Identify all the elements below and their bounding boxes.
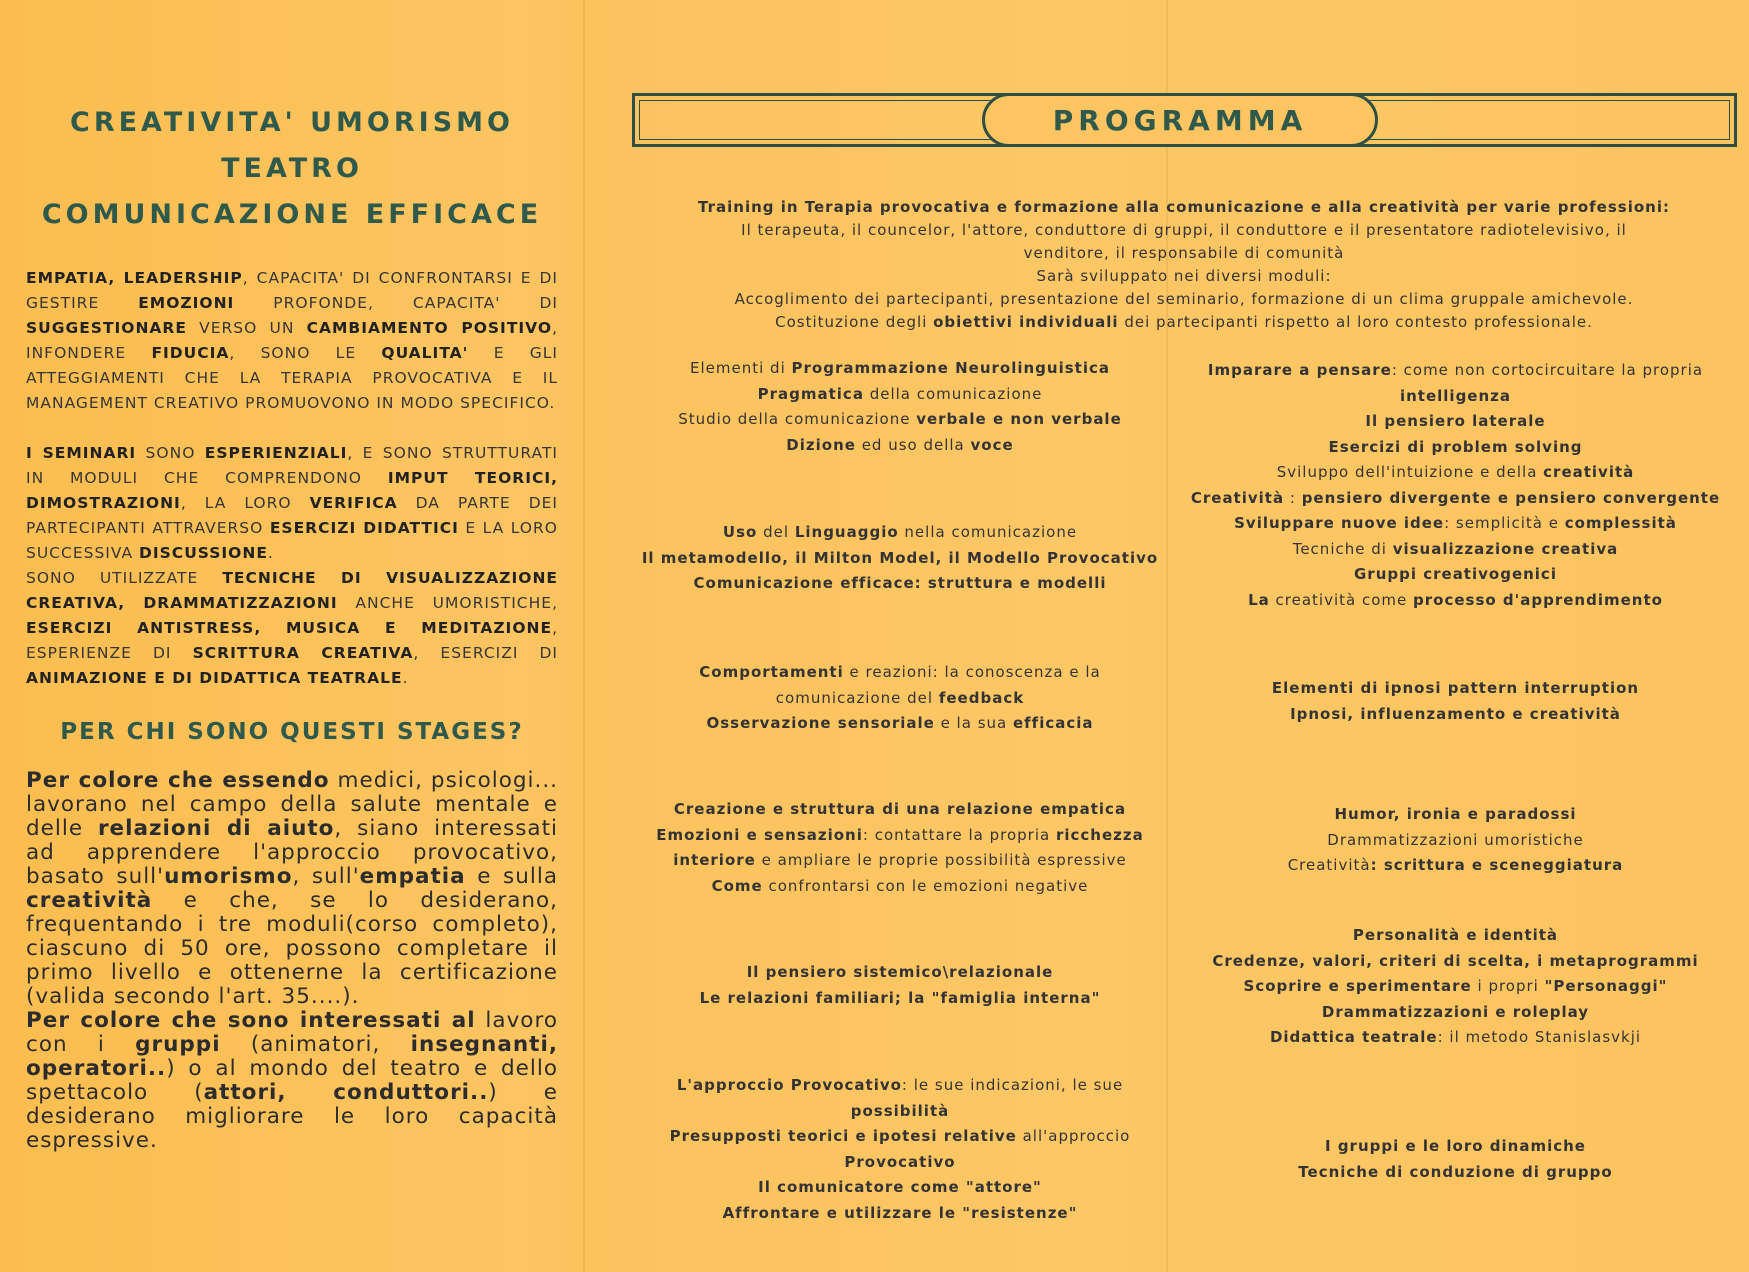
bold-text: Credenze, valori, criteri di scelta, i metaprogrammi <box>1212 951 1699 970</box>
bold-text: La <box>1248 590 1270 609</box>
bold-text: I SEMINARI <box>26 444 137 462</box>
paragraph <box>26 441 558 566</box>
module-line <box>1173 409 1738 435</box>
module-line <box>625 382 1175 408</box>
bold-text: Le relazioni familiari; la "famiglia interna" <box>699 988 1101 1007</box>
bold-text: umorismo <box>164 864 293 889</box>
module-line <box>625 660 1175 686</box>
module-line <box>1173 923 1738 949</box>
text: Drammatizzazioni umoristiche <box>1327 830 1584 849</box>
bold-text: Creazione e struttura di una relazione empatica <box>673 800 1127 818</box>
text: , ESPERIENZE DI <box>26 619 558 662</box>
module-line <box>625 686 1175 712</box>
bold-text: Comportamenti <box>699 663 844 681</box>
text: (animatori, <box>220 1032 411 1057</box>
text: E GLI ATTEGGIAMENTI CHE LA TERAPIA PROVOCATIVA E IL MANAGEMENT CREATIVO PROMUOVONO IN MODO SPECIFICO. <box>26 344 558 412</box>
bold-text: Presupposti teorici e ipotesi relative <box>669 1127 1017 1145</box>
bold-text: I gruppi e le loro dinamiche <box>1325 1137 1586 1155</box>
bold-text: Comunicazione efficace: struttura e modelli <box>693 574 1107 592</box>
text: : semplicità e <box>1444 514 1565 532</box>
bold-text: "Personaggi" <box>1544 977 1668 995</box>
bold-text: creatività <box>1543 463 1635 481</box>
module-line <box>1173 537 1738 563</box>
bold-text: creatività <box>26 888 153 913</box>
bold-text: gruppi <box>135 1032 221 1057</box>
text: DA PARTE DEI PARTECIPANTI ATTRAVERSO <box>26 494 558 537</box>
program-module <box>1173 1134 1738 1185</box>
text: e sulla <box>465 864 558 889</box>
text: , SONO LE <box>229 344 382 362</box>
bold-text: : scrittura e sceneggiatura <box>1370 856 1624 874</box>
program-module <box>625 1073 1175 1226</box>
bold-text: EMPATIA, LEADERSHIP <box>26 269 243 287</box>
bold-text: Scoprire e sperimentare <box>1243 977 1472 995</box>
bold-text: Per colore che essendo <box>26 768 330 793</box>
program-title: PROGRAMMA <box>982 93 1378 147</box>
bold-text: Drammatizzazioni e roleplay <box>1321 1002 1590 1021</box>
module-line <box>1173 949 1738 975</box>
text: . <box>267 544 274 562</box>
title-line: TEATRO <box>221 153 363 184</box>
text: . <box>402 669 409 687</box>
module-line <box>625 848 1175 874</box>
paragraph <box>26 266 558 416</box>
bold-text: Creatività <box>1190 488 1285 507</box>
bold-text: verbale e non verbale <box>916 410 1122 428</box>
left-panel <box>26 100 558 1153</box>
module-line <box>625 1124 1175 1150</box>
module-line <box>1173 562 1738 588</box>
text: : <box>1284 488 1302 507</box>
module-line <box>625 546 1175 572</box>
bold-text: Per colore che sono interessati al <box>26 1008 476 1033</box>
bold-text: Imparare a pensare <box>1207 361 1392 379</box>
text: , ESERCIZI DI <box>413 644 558 662</box>
bold-text: Osservazione sensoriale <box>706 714 935 732</box>
module-line <box>1173 828 1738 854</box>
bold-text: complessità <box>1564 514 1677 532</box>
fold-line <box>583 0 585 1272</box>
bold-text: feedback <box>938 688 1025 707</box>
text: Sviluppo dell'intuizione e della <box>1276 463 1544 481</box>
bold-text: TECNICHE DI VISUALIZZAZIONE CREATIVA, DRAMMATIZZAZIONI <box>26 569 558 612</box>
module-line <box>625 1201 1175 1227</box>
program-module <box>1173 923 1738 1051</box>
module-line <box>1173 358 1738 384</box>
text: ) e desiderano migliorare le loro capacità espressive. <box>26 1080 559 1153</box>
text: Studio della comunicazione <box>678 410 917 428</box>
text: della comunicazione <box>863 384 1043 403</box>
program-column-left <box>625 0 1175 1272</box>
bold-text: ESERCIZI ANTISTRESS, MUSICA E MEDITAZIONE <box>26 619 553 637</box>
module-line <box>1173 460 1738 486</box>
text: , INFONDERE <box>26 319 558 362</box>
bold-text: Esercizi di problem solving <box>1328 437 1583 456</box>
program-module <box>625 356 1175 458</box>
module-line <box>1173 1000 1738 1026</box>
bold-text: IMPUT TEORICI, DIMOSTRAZIONI <box>26 469 558 512</box>
module-line <box>625 1099 1175 1125</box>
program-module <box>625 797 1175 899</box>
bold-text: empatia <box>359 864 466 889</box>
main-title <box>26 100 558 238</box>
text: : le sue indicazioni, le sue <box>901 1076 1124 1094</box>
module-line <box>625 797 1175 823</box>
text: , sull' <box>292 864 360 889</box>
text: confrontarsi con le emozioni negative <box>762 876 1089 895</box>
module-line <box>1173 702 1738 728</box>
bold-text: Linguaggio <box>794 523 899 541</box>
text: Tecniche di <box>1292 539 1393 558</box>
bold-text: insegnanti, operatori.. <box>26 1032 558 1081</box>
module-line <box>1173 435 1738 461</box>
bold-text: Tecniche di conduzione di gruppo <box>1298 1162 1613 1181</box>
bold-text: Gruppi creativogenici <box>1354 565 1557 583</box>
bold-text: Il pensiero sistemico\relazionale <box>746 963 1054 981</box>
program-module <box>625 520 1175 597</box>
text: Creatività <box>1287 856 1371 874</box>
intro-text <box>26 266 558 691</box>
text: e reazioni: la conoscenza e la <box>843 663 1101 681</box>
module-line <box>1173 802 1738 828</box>
text: medici, psicologi... lavorano nel campo della salute mentale e delle <box>26 768 558 841</box>
module-line <box>625 823 1175 849</box>
program-module <box>625 960 1175 1011</box>
text: , E SONO STRUTTURATI IN MODULI CHE COMPRENDONO <box>26 444 558 487</box>
bold-text: Provocativo <box>844 1152 956 1171</box>
bold-text: relazioni di aiuto <box>97 816 335 841</box>
module-line <box>625 1150 1175 1176</box>
program-module <box>1173 358 1738 613</box>
text: , LA LORO <box>180 494 310 512</box>
bold-text: DISCUSSIONE <box>139 544 268 562</box>
bold-text: efficacia <box>1012 714 1094 732</box>
module-line <box>625 960 1175 986</box>
program-module <box>1173 676 1738 727</box>
module-line <box>1173 486 1738 512</box>
text: venditore, il responsabile di comunità <box>1023 244 1345 262</box>
text: SONO <box>136 444 205 462</box>
module-line <box>1173 676 1738 702</box>
module-line <box>625 986 1175 1012</box>
bold-text: processo d'apprendimento <box>1413 590 1663 609</box>
module-line <box>625 874 1175 900</box>
text: E LA LORO SUCCESSIVA <box>26 519 558 562</box>
module-line <box>1173 1025 1738 1051</box>
text: Accoglimento dei partecipanti, presentazione del seminario, formazione di un clima gruppale amichevole. <box>734 290 1634 308</box>
bold-text: Come <box>711 876 763 895</box>
text: Il terapeuta, il councelor, l'attore, conduttore di gruppi, il conduttore e il presentatore radiotelevisivo, il <box>741 221 1627 239</box>
bold-text: attori, conduttori.. <box>203 1080 489 1105</box>
module-line <box>1173 384 1738 410</box>
text: ) o al mondo del teatro e dello spettacolo ( <box>26 1056 558 1105</box>
text: : il metodo Stanislasvkji <box>1437 1028 1642 1046</box>
bold-text: ESPERIENZIALI <box>204 444 348 462</box>
text: Sarà sviluppato nei diversi moduli: <box>1036 267 1332 285</box>
module-line <box>625 1175 1175 1201</box>
paragraph <box>26 566 558 691</box>
program-module <box>1173 802 1738 879</box>
bold-text: Ipnosi, influenzamento e creatività <box>1290 704 1621 723</box>
bold-text: Dizione <box>786 435 856 454</box>
bold-text: EMOZIONI <box>138 294 235 312</box>
bold-text: FIDUCIA <box>151 344 230 362</box>
text: PROFONDE, CAPACITA' DI <box>234 294 558 312</box>
bold-text: SUGGESTIONARE <box>26 319 187 337</box>
bold-text: Il metamodello, il Milton Model, il Modello Provocativo <box>641 548 1159 567</box>
text: nella comunicazione <box>898 523 1078 541</box>
bold-text: Personalità e identità <box>1352 926 1559 944</box>
bold-text: Humor, ironia e paradossi <box>1334 805 1577 823</box>
bold-text: Affrontare e utilizzare le "resistenze" <box>722 1203 1078 1222</box>
module-line <box>625 520 1175 546</box>
module-line <box>625 1073 1175 1099</box>
text: e la sua <box>934 714 1013 732</box>
text: dei partecipanti rispetto al loro contesto professionale. <box>1118 313 1593 331</box>
bold-text: Il comunicatore come "attore" <box>758 1178 1042 1196</box>
text: ANCHE UMORISTICHE, <box>337 594 558 612</box>
bold-text: Didattica teatrale <box>1269 1028 1438 1046</box>
text: : come non cortocircuitare la propria <box>1391 361 1704 379</box>
module-line <box>625 356 1175 382</box>
audience-text <box>26 769 558 1153</box>
module-line <box>625 711 1175 737</box>
bold-text: ANIMAZIONE E DI DIDATTICA TEATRALE <box>26 669 403 687</box>
text: lavoro con i <box>26 1008 558 1057</box>
bold-text: L'approccio Provocativo <box>676 1076 902 1094</box>
text: e ampliare le proprie possibilità espressive <box>755 851 1127 869</box>
bold-text: Emozioni e sensazioni <box>656 825 863 844</box>
program-module <box>625 660 1175 737</box>
text: ed uso della <box>855 435 971 454</box>
bold-text: Pragmatica <box>757 384 864 403</box>
bold-text: ESERCIZI DIDATTICI <box>269 519 459 537</box>
module-line <box>1173 588 1738 614</box>
paragraph <box>26 769 558 1009</box>
text: comunicazione del <box>775 688 939 707</box>
text: : contattare la propria <box>862 825 1056 844</box>
module-line <box>1173 974 1738 1000</box>
bold-text: intelligenza <box>1399 386 1512 405</box>
text: i propri <box>1471 977 1545 995</box>
bold-text: pensiero divergente e pensiero convergente <box>1301 488 1721 507</box>
bold-text: possibilità <box>850 1101 950 1120</box>
bold-text: Training in Terapia provocativa e formazione alla comunicazione e alla creatività per varie professioni: <box>698 198 1670 216</box>
paragraph <box>26 1009 558 1153</box>
text: Costituzione degli <box>775 313 934 331</box>
text: VERSO UN <box>186 319 307 337</box>
text: , CAPACITA' DI CONFRONTARSI E DI GESTIRE <box>26 269 558 312</box>
module-line <box>1173 1160 1738 1186</box>
bold-text: Programmazione Neurolinguistica <box>791 359 1110 377</box>
bold-text: Sviluppare nuove idee <box>1234 514 1445 532</box>
module-line <box>625 433 1175 459</box>
text: del <box>757 523 795 541</box>
bold-text: Uso <box>722 523 758 541</box>
bold-text: ricchezza <box>1055 825 1144 844</box>
title-line: COMUNICAZIONE EFFICACE <box>41 199 543 230</box>
text: creatività come <box>1269 590 1414 609</box>
bold-text: Elementi di ipnosi pattern interruption <box>1271 679 1640 697</box>
section-title: PER CHI SONO QUESTI STAGES? <box>60 719 524 745</box>
bold-text: obiettivi individuali <box>933 313 1119 331</box>
bold-text: voce <box>970 435 1014 454</box>
text: Elementi di <box>690 359 792 377</box>
bold-text: CAMBIAMENTO POSITIVO <box>306 319 553 337</box>
bold-text: VERIFICA <box>309 494 398 512</box>
module-line <box>625 571 1175 597</box>
text: all'approccio <box>1016 1127 1131 1145</box>
bold-text: visualizzazione creativa <box>1392 539 1619 558</box>
text: SONO UTILIZZATE <box>26 569 223 587</box>
text: e che, se lo desiderano, frequentando i tre moduli(corso completo), ciascuno di 50 ore, possono completare il primo livello e ottenerne la certificazione (valida secondo l'art. 35....). <box>26 888 558 1009</box>
program-column-right <box>1173 0 1738 1272</box>
bold-text: QUALITA' <box>381 344 469 362</box>
module-line <box>625 407 1175 433</box>
module-line <box>1173 511 1738 537</box>
module-line <box>1173 853 1738 879</box>
module-line <box>1173 1134 1738 1160</box>
bold-text: interiore <box>673 851 756 869</box>
text: , siano interessati ad apprendere l'approccio provocativo, basato sull' <box>26 816 559 889</box>
bold-text: Il pensiero laterale <box>1365 412 1546 430</box>
title-line: CREATIVITA' UMORISMO <box>70 107 514 138</box>
bold-text: SCRITTURA CREATIVA <box>192 644 414 662</box>
